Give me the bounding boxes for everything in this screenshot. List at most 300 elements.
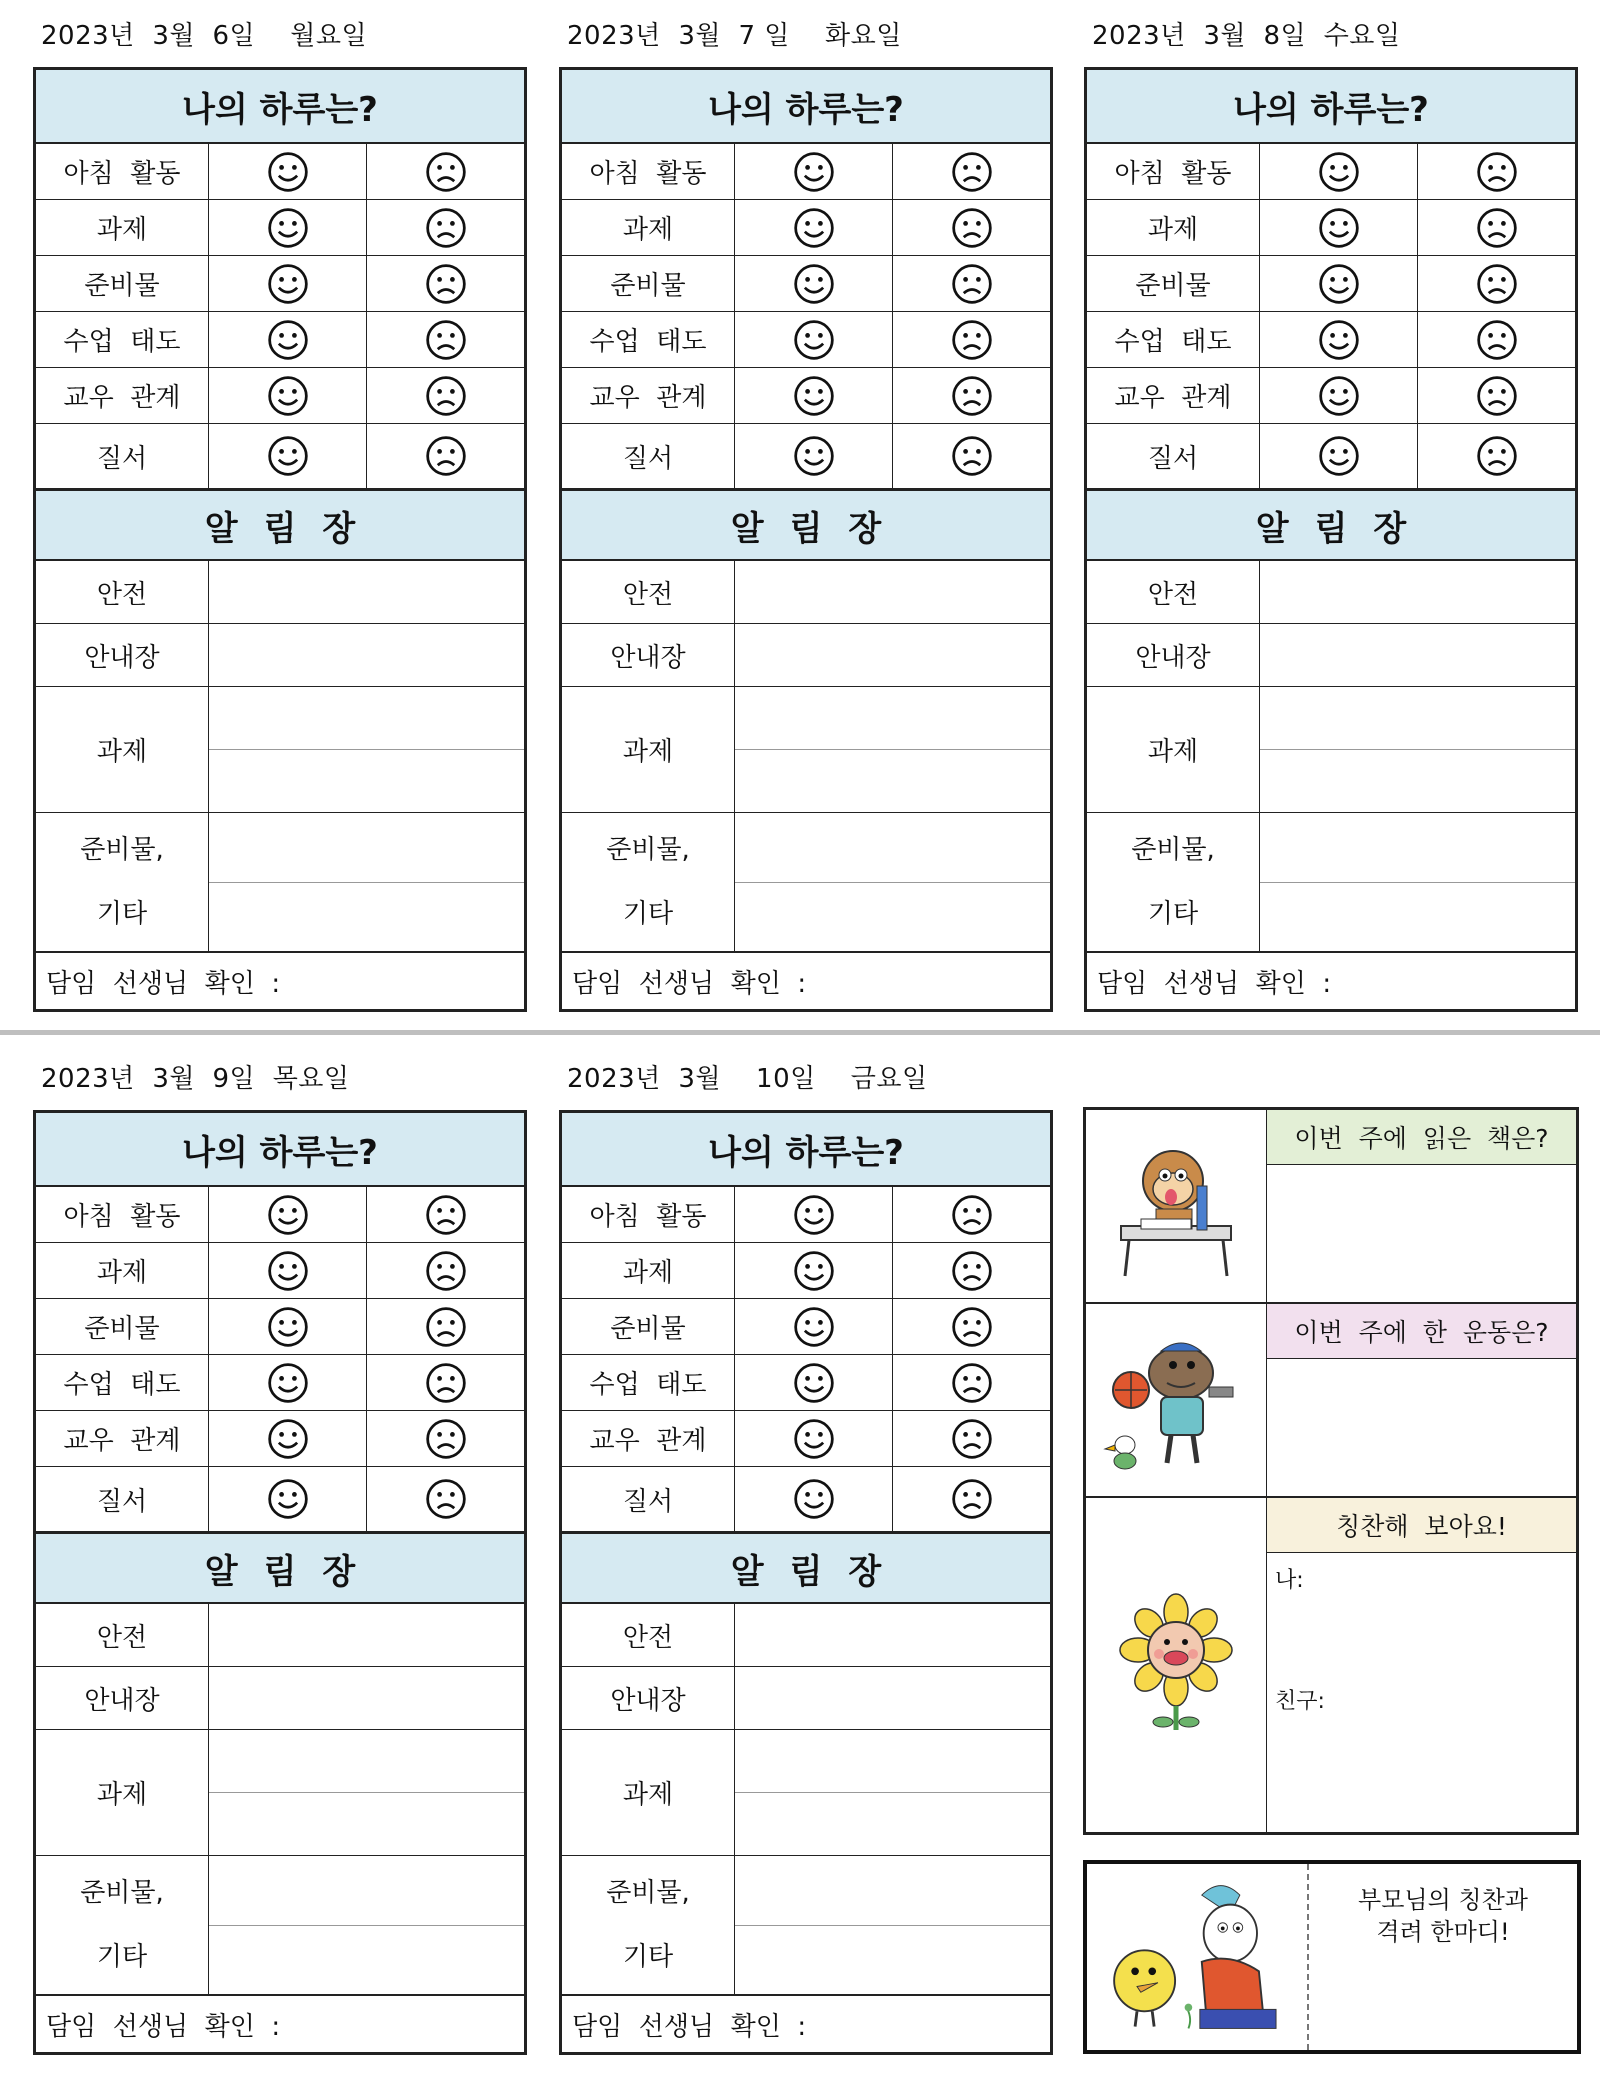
monkey-reading-illustration [1086, 1110, 1267, 1302]
mood-row [36, 312, 524, 368]
mood-item-label: 아침 활동 [562, 144, 735, 199]
sad-option[interactable] [366, 1467, 524, 1531]
my-day-header: 나의 하루는? [562, 1113, 1050, 1187]
supplies-field[interactable] [735, 813, 1050, 951]
mood-item-label: 아침 활동 [36, 144, 209, 199]
mood-row [36, 1299, 524, 1355]
smiley-face-icon[interactable] [1317, 262, 1361, 306]
supplies-field[interactable] [209, 1856, 524, 1994]
homework-row [36, 1730, 524, 1856]
my-day-header: 나의 하루는? [1087, 70, 1575, 144]
supplies-label-line2: 기타 [1147, 899, 1199, 929]
smiley-face-icon[interactable] [266, 1417, 310, 1461]
supplies-label [36, 1856, 209, 1994]
sad-option[interactable] [892, 424, 1050, 488]
smiley-face-icon[interactable] [266, 1193, 310, 1237]
frowning-face-icon[interactable] [950, 1249, 994, 1293]
guide-row [36, 624, 524, 687]
mood-row [1087, 368, 1575, 424]
homework-field[interactable] [209, 1730, 524, 1855]
sport-section [1267, 1304, 1576, 1496]
smiley-face-icon[interactable] [266, 1249, 310, 1293]
supplies-field[interactable] [735, 1856, 1050, 1994]
guide-row [1087, 624, 1575, 687]
smiley-face-icon[interactable] [1317, 374, 1361, 418]
supplies-label-line1: 준비물, [606, 835, 690, 865]
frowning-face-icon[interactable] [950, 262, 994, 306]
mood-row [36, 144, 524, 200]
day-date: 2023년 3월 8일 수요일 [1092, 21, 1401, 51]
happy-option[interactable] [1260, 144, 1417, 199]
sad-option[interactable] [1417, 256, 1575, 311]
safety-row [562, 561, 1050, 624]
sad-option[interactable] [366, 1187, 524, 1242]
sad-option[interactable] [366, 200, 524, 255]
mood-row [1087, 200, 1575, 256]
sad-option[interactable] [892, 368, 1050, 423]
mood-row [36, 200, 524, 256]
notice-header: 알림장 [36, 489, 524, 561]
smiley-face-icon[interactable] [266, 150, 310, 194]
notice-header: 알림장 [36, 1532, 524, 1604]
sad-option[interactable] [1417, 424, 1575, 488]
smiley-face-icon[interactable] [792, 434, 836, 478]
teacher-confirm[interactable]: 담임 선생님 확인 : [36, 951, 524, 1009]
safety-row [36, 1604, 524, 1667]
day-date: 2023년 3월 6일 월요일 [41, 21, 368, 51]
frowning-face-icon[interactable] [424, 434, 468, 478]
supplies-label-line1: 준비물, [80, 1878, 164, 1908]
sunflower-illustration [1086, 1498, 1267, 1832]
mood-item-label: 과제 [36, 1243, 209, 1298]
mood-row [562, 1355, 1050, 1411]
guide-field[interactable] [735, 624, 1050, 686]
supplies-label-line1: 준비물, [1131, 835, 1215, 865]
mood-item-label: 질서 [562, 424, 735, 488]
supplies-label [562, 813, 735, 951]
frowning-face-icon[interactable] [950, 206, 994, 250]
daily-check-card [33, 1110, 527, 2055]
smiley-face-icon[interactable] [792, 1193, 836, 1237]
guide-field[interactable] [735, 1667, 1050, 1729]
notice-header: 알림장 [562, 1532, 1050, 1604]
mood-row [1087, 424, 1575, 489]
mood-row [36, 1187, 524, 1243]
smiley-face-icon[interactable] [792, 262, 836, 306]
mood-item-label: 교우 관계 [1087, 368, 1260, 423]
frowning-face-icon[interactable] [1475, 150, 1519, 194]
guide-field[interactable] [209, 1667, 524, 1729]
homework-row [562, 1730, 1050, 1856]
book-section [1267, 1110, 1576, 1302]
supplies-label-line2: 기타 [96, 899, 148, 929]
happy-option[interactable] [209, 1355, 366, 1410]
mood-row [36, 256, 524, 312]
mood-row [1087, 312, 1575, 368]
happy-option[interactable] [735, 1243, 892, 1298]
frowning-face-icon[interactable] [424, 1361, 468, 1405]
hippo-sport-illustration [1086, 1304, 1267, 1496]
guide-label: 안내장 [562, 624, 735, 686]
happy-option[interactable] [735, 200, 892, 255]
frowning-face-icon[interactable] [950, 1193, 994, 1237]
safety-field[interactable] [209, 1604, 524, 1666]
sad-option[interactable] [892, 144, 1050, 199]
daily-check-card [1084, 67, 1578, 1012]
smiley-face-icon[interactable] [792, 150, 836, 194]
sad-option[interactable] [366, 312, 524, 367]
sport-answer-area[interactable] [1267, 1359, 1576, 1496]
mood-item-label: 수업 태도 [36, 1355, 209, 1410]
supplies-label [562, 1856, 735, 1994]
weekly-reflection-panel [1083, 1107, 1579, 1835]
mood-item-label: 질서 [1087, 424, 1260, 488]
daily-check-card [33, 67, 527, 1012]
happy-option[interactable] [1260, 368, 1417, 423]
guide-field[interactable] [209, 624, 524, 686]
smiley-face-icon[interactable] [266, 374, 310, 418]
mood-row [36, 424, 524, 489]
happy-option[interactable] [735, 256, 892, 311]
supplies-field[interactable] [1260, 813, 1575, 951]
sad-option[interactable] [892, 312, 1050, 367]
mood-item-label: 준비물 [562, 1299, 735, 1354]
happy-option[interactable] [1260, 256, 1417, 311]
safety-label: 안전 [562, 1604, 735, 1666]
supplies-row [562, 813, 1050, 951]
mood-item-label: 아침 활동 [562, 1187, 735, 1242]
frowning-face-icon[interactable] [424, 262, 468, 306]
mood-item-label: 준비물 [1087, 256, 1260, 311]
happy-option[interactable] [209, 424, 366, 488]
mood-item-label: 교우 관계 [562, 1411, 735, 1466]
happy-option[interactable] [209, 200, 366, 255]
happy-option[interactable] [209, 1299, 366, 1354]
smiley-face-icon[interactable] [1317, 150, 1361, 194]
smiley-face-icon[interactable] [1317, 434, 1361, 478]
happy-option[interactable] [209, 144, 366, 199]
mood-row [1087, 144, 1575, 200]
sad-option[interactable] [892, 1411, 1050, 1466]
safety-row [1087, 561, 1575, 624]
daily-check-card [559, 67, 1053, 1012]
smiley-face-icon[interactable] [792, 206, 836, 250]
smiley-face-icon[interactable] [792, 374, 836, 418]
supplies-label-line1: 준비물, [606, 1878, 690, 1908]
mood-row [36, 1411, 524, 1467]
sad-option[interactable] [1417, 144, 1575, 199]
day-card-5 [559, 1064, 1051, 2055]
safety-label: 안전 [36, 1604, 209, 1666]
homework-row [1087, 687, 1575, 813]
homework-field[interactable] [735, 1730, 1050, 1855]
day-date: 2023년 3월 10일 금요일 [567, 1064, 928, 1094]
sad-option[interactable] [366, 1411, 524, 1466]
happy-option[interactable] [735, 368, 892, 423]
sad-option[interactable] [366, 368, 524, 423]
happy-option[interactable] [735, 312, 892, 367]
frowning-face-icon[interactable] [424, 150, 468, 194]
homework-label: 과제 [36, 1730, 209, 1855]
smiley-face-icon[interactable] [266, 1477, 310, 1521]
sad-option[interactable] [892, 200, 1050, 255]
book-row [1086, 1110, 1576, 1304]
homework-field[interactable] [209, 687, 524, 812]
mood-item-label: 수업 태도 [562, 1355, 735, 1410]
mood-item-label: 질서 [562, 1467, 735, 1531]
happy-option[interactable] [735, 1187, 892, 1242]
frowning-face-icon[interactable] [950, 1417, 994, 1461]
homework-label: 과제 [562, 687, 735, 812]
homework-row [562, 687, 1050, 813]
safety-field[interactable] [1260, 561, 1575, 623]
safety-label: 안전 [562, 561, 735, 623]
supplies-field[interactable] [209, 813, 524, 951]
sad-option[interactable] [366, 1355, 524, 1410]
frowning-face-icon[interactable] [1475, 374, 1519, 418]
safety-row [36, 561, 524, 624]
homework-label: 과제 [1087, 687, 1260, 812]
smiley-face-icon[interactable] [1317, 318, 1361, 362]
sad-option[interactable] [892, 1243, 1050, 1298]
praise-row [1086, 1498, 1576, 1832]
safety-row [562, 1604, 1050, 1667]
homework-field[interactable] [1260, 687, 1575, 812]
mood-item-label: 수업 태도 [1087, 312, 1260, 367]
my-day-header: 나의 하루는? [562, 70, 1050, 144]
supplies-row [1087, 813, 1575, 951]
teacher-confirm[interactable]: 담임 선생님 확인 : [562, 1994, 1050, 2052]
happy-option[interactable] [209, 1411, 366, 1466]
homework-field[interactable] [735, 687, 1050, 812]
day-date: 2023년 3월 7 일 화요일 [567, 21, 902, 51]
frowning-face-icon[interactable] [424, 206, 468, 250]
section-divider [0, 1030, 1600, 1035]
sad-option[interactable] [892, 256, 1050, 311]
mood-row [36, 1467, 524, 1532]
day-card-1 [33, 21, 525, 1012]
mood-row [562, 144, 1050, 200]
sad-option[interactable] [892, 1467, 1050, 1531]
supplies-label [36, 813, 209, 951]
mood-row [562, 256, 1050, 312]
praise-area[interactable] [1267, 1553, 1576, 1832]
guide-row [562, 1667, 1050, 1730]
guide-field[interactable] [1260, 624, 1575, 686]
sad-option[interactable] [1417, 312, 1575, 367]
happy-option[interactable] [1260, 200, 1417, 255]
smiley-face-icon[interactable] [792, 1417, 836, 1461]
characters-icon [1097, 1872, 1297, 2042]
sad-option[interactable] [892, 1355, 1050, 1410]
happy-option[interactable] [209, 1187, 366, 1242]
happy-option[interactable] [209, 312, 366, 367]
mood-item-label: 교우 관계 [562, 368, 735, 423]
frowning-face-icon[interactable] [1475, 206, 1519, 250]
homework-row [36, 687, 524, 813]
mood-item-label: 과제 [36, 200, 209, 255]
hippo-icon [1101, 1325, 1251, 1475]
safety-field[interactable] [735, 1604, 1050, 1666]
homework-label: 과제 [36, 687, 209, 812]
sad-option[interactable] [366, 256, 524, 311]
homework-label: 과제 [562, 1730, 735, 1855]
sad-option[interactable] [366, 424, 524, 488]
sad-option[interactable] [892, 1187, 1050, 1242]
mood-row [36, 1355, 524, 1411]
smiley-face-icon[interactable] [792, 1361, 836, 1405]
my-day-header: 나의 하루는? [36, 70, 524, 144]
mood-item-label: 수업 태도 [36, 312, 209, 367]
day-card-2 [559, 21, 1051, 1012]
frowning-face-icon[interactable] [424, 374, 468, 418]
happy-option[interactable] [735, 144, 892, 199]
teacher-confirm[interactable]: 담임 선생님 확인 : [562, 951, 1050, 1009]
frowning-face-icon[interactable] [950, 318, 994, 362]
frowning-face-icon[interactable] [424, 1249, 468, 1293]
mood-row [562, 1299, 1050, 1355]
mood-item-label: 질서 [36, 1467, 209, 1531]
day-card-4 [33, 1064, 525, 2055]
teacher-confirm[interactable]: 담임 선생님 확인 : [1087, 951, 1575, 1009]
monkey-icon [1101, 1131, 1251, 1281]
happy-option[interactable] [735, 1355, 892, 1410]
book-answer-area[interactable] [1267, 1165, 1576, 1302]
mood-item-label: 교우 관계 [36, 1411, 209, 1466]
smiley-face-icon[interactable] [1317, 206, 1361, 250]
happy-option[interactable] [735, 1411, 892, 1466]
sport-question: 이번 주에 한 운동은? [1267, 1304, 1576, 1359]
supplies-label-line2: 기타 [622, 899, 674, 929]
happy-option[interactable] [735, 424, 892, 488]
mood-item-label: 아침 활동 [36, 1187, 209, 1242]
happy-option[interactable] [209, 1467, 366, 1531]
happy-option[interactable] [1260, 424, 1417, 488]
frowning-face-icon[interactable] [950, 150, 994, 194]
book-question: 이번 주에 읽은 책은? [1267, 1110, 1576, 1165]
sad-option[interactable] [366, 144, 524, 199]
frowning-face-icon[interactable] [950, 1361, 994, 1405]
happy-option[interactable] [735, 1299, 892, 1354]
frowning-face-icon[interactable] [424, 1417, 468, 1461]
praise-title: 칭찬해 보아요! [1267, 1498, 1576, 1553]
happy-option[interactable] [209, 256, 366, 311]
mood-row [562, 1411, 1050, 1467]
mood-row [562, 368, 1050, 424]
sad-option[interactable] [366, 1243, 524, 1298]
sunflower-icon [1101, 1590, 1251, 1740]
supplies-label [1087, 813, 1260, 951]
mood-item-label: 아침 활동 [1087, 144, 1260, 199]
frowning-face-icon[interactable] [950, 1305, 994, 1349]
frowning-face-icon[interactable] [950, 374, 994, 418]
sad-option[interactable] [1417, 200, 1575, 255]
supplies-label-line1: 준비물, [80, 835, 164, 865]
mood-row [1087, 256, 1575, 312]
happy-option[interactable] [1260, 312, 1417, 367]
mood-item-label: 질서 [36, 424, 209, 488]
notice-header: 알림장 [562, 489, 1050, 561]
mood-item-label: 과제 [1087, 200, 1260, 255]
teacher-confirm[interactable]: 담임 선생님 확인 : [36, 1994, 524, 2052]
friend-label: 친구: [1275, 1689, 1325, 1714]
parent-illustration [1087, 1864, 1309, 2050]
mood-row [562, 312, 1050, 368]
supplies-row [562, 1856, 1050, 1994]
frowning-face-icon[interactable] [424, 1477, 468, 1521]
mood-row [562, 1187, 1050, 1243]
guide-row [562, 624, 1050, 687]
mood-row [36, 1243, 524, 1299]
day-date: 2023년 3월 9일 목요일 [41, 1064, 350, 1094]
smiley-face-icon[interactable] [792, 1305, 836, 1349]
smiley-face-icon[interactable] [792, 318, 836, 362]
sport-row [1086, 1304, 1576, 1498]
happy-option[interactable] [209, 1243, 366, 1298]
sad-option[interactable] [366, 1299, 524, 1354]
mood-item-label: 과제 [562, 1243, 735, 1298]
frowning-face-icon[interactable] [424, 1305, 468, 1349]
guide-label: 안내장 [1087, 624, 1260, 686]
frowning-face-icon[interactable] [950, 434, 994, 478]
smiley-face-icon[interactable] [266, 318, 310, 362]
mood-item-label: 준비물 [562, 256, 735, 311]
mood-item-label: 준비물 [36, 256, 209, 311]
smiley-face-icon[interactable] [266, 1305, 310, 1349]
frowning-face-icon[interactable] [950, 1477, 994, 1521]
frowning-face-icon[interactable] [424, 1193, 468, 1237]
guide-row [36, 1667, 524, 1730]
smiley-face-icon[interactable] [266, 262, 310, 306]
mood-row [562, 1243, 1050, 1299]
frowning-face-icon[interactable] [1475, 262, 1519, 306]
sad-option[interactable] [892, 1299, 1050, 1354]
guide-label: 안내장 [36, 624, 209, 686]
happy-option[interactable] [735, 1467, 892, 1531]
mood-item-label: 과제 [562, 200, 735, 255]
mood-item-label: 준비물 [36, 1299, 209, 1354]
supplies-label-line2: 기타 [96, 1942, 148, 1972]
day-card-3 [1084, 21, 1576, 1012]
me-label: 나: [1275, 1568, 1304, 1593]
smiley-face-icon[interactable] [266, 1361, 310, 1405]
mood-row [562, 200, 1050, 256]
my-day-header: 나의 하루는? [36, 1113, 524, 1187]
mood-row [36, 368, 524, 424]
supplies-row [36, 813, 524, 951]
smiley-face-icon[interactable] [266, 434, 310, 478]
supplies-label-line2: 기타 [622, 1942, 674, 1972]
frowning-face-icon[interactable] [424, 318, 468, 362]
praise-section [1267, 1498, 1576, 1832]
guide-label: 안내장 [36, 1667, 209, 1729]
smiley-face-icon[interactable] [792, 1477, 836, 1521]
frowning-face-icon[interactable] [1475, 434, 1519, 478]
safety-field[interactable] [209, 561, 524, 623]
frowning-face-icon[interactable] [1475, 318, 1519, 362]
supplies-row [36, 1856, 524, 1994]
smiley-face-icon[interactable] [266, 206, 310, 250]
safety-field[interactable] [735, 561, 1050, 623]
happy-option[interactable] [209, 368, 366, 423]
mood-row [562, 424, 1050, 489]
sad-option[interactable] [1417, 368, 1575, 423]
daily-check-card [559, 1110, 1053, 2055]
parent-comment-prompt: 부모님의 칭찬과 격려 한마디! [1358, 1886, 1528, 1946]
safety-label: 안전 [36, 561, 209, 623]
smiley-face-icon[interactable] [792, 1249, 836, 1293]
mood-row [562, 1467, 1050, 1532]
